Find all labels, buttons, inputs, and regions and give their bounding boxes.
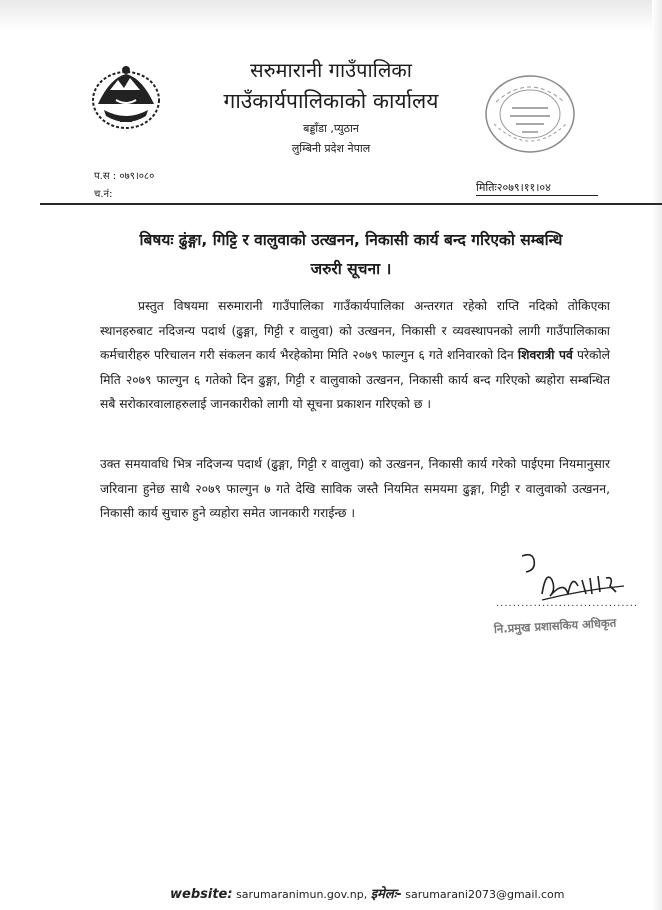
date-underline: [476, 195, 598, 196]
subject-line-2: जरुरी सूचना ।: [310, 260, 392, 278]
municipality-name: सरुमारानी गाउँपालिका: [250, 58, 412, 82]
email-label: इमेलः-: [370, 887, 402, 902]
page-right-edge: [652, 0, 662, 910]
office-name: गाउँकार्यपालिकाको कार्यालय: [223, 89, 439, 113]
page-top-shadow: [0, 0, 662, 30]
footer-contact: [170, 884, 565, 902]
header-divider: [40, 203, 662, 205]
dispatch-number: च.नं:: [94, 189, 113, 200]
signature-dotted-line: ..................................: [496, 598, 639, 609]
notice-paragraph-1: [100, 294, 610, 417]
paragraph-1-text-a: प्रस्तुत विषयमा सरुमारानी गाउँपालिका गाउँकार्यपालिका अन्तरगत रहेको राप्ति नदिको तोकिएका स्थानहरुबाट नदिजन्य पदार्थ (ढुङ्गा, गिट्टी र वालुवा) को उत्खनन, निकासी र व्यवस्थापनको लागी गाउँपालिकाका कर्मचारीहरु परिचालन गरी संकलन कार्य भैरहेकोमा मिति २०७९ फाल्गुन ६ गते शनिवारको दिन: [100, 299, 610, 362]
website-link[interactable]: sarumaranimun.gov.np,: [236, 888, 368, 901]
email-link[interactable]: sarumarani2073@gmail.com: [405, 888, 565, 901]
website-label: website:: [170, 887, 233, 902]
officer-title: नि.प्रमुख प्रशासकिय अधिकृत: [493, 615, 617, 636]
subject-line-1: बिषयः ढुंङ्गा, गिट्टि र वालुवाको उत्खनन, निकासी कार्य बन्द गरिएको सम्बन्धि: [139, 231, 563, 249]
paragraph-1-bold-festival: शिवरात्री पर्व: [517, 348, 573, 362]
office-province: लुम्बिनी प्रदेश नेपाल: [291, 142, 371, 155]
notice-paragraph-2: उक्त समयावधि भित्र नदिजन्य पदार्थ (ढुङ्गा, गिट्टी र वालुवा) को उत्खनन, निकासी कार्य गरेको पाईएमा नियमानुसार जरिवाना हुनेछ साथै २०७९ फाल्गुन ७ गते देखि साविक जस्तै नियमित समयमा ढुङ्गा, गिट्टी र वालुवाको उत्खनन, निकासी कार्य सुचारु हुने व्यहोरा समेत जानकारी गराईन्छ ।: [100, 457, 610, 520]
reference-number: प.स : ०७९।०८०: [94, 171, 155, 182]
office-address: बड्डाँडा ,प्युठान: [303, 122, 359, 135]
issue-date: मितिः२०७९।११।०४: [476, 181, 551, 194]
paragraph-1-text-b: परेकोले मिति २०७९ फाल्गुन ६ गतेको दिन ढुङ्गा, गिट्टी र वालुवाको उत्खनन, निकासी कार्य बन्द गरिएको ब्यहोरा सम्बन्धित सबै सरोकारवालाहरुलाई जानकारीको लागी यो सूचना प्रकाशन गरिएको छ ।: [100, 348, 610, 411]
office-stamp-icon: [482, 72, 578, 156]
